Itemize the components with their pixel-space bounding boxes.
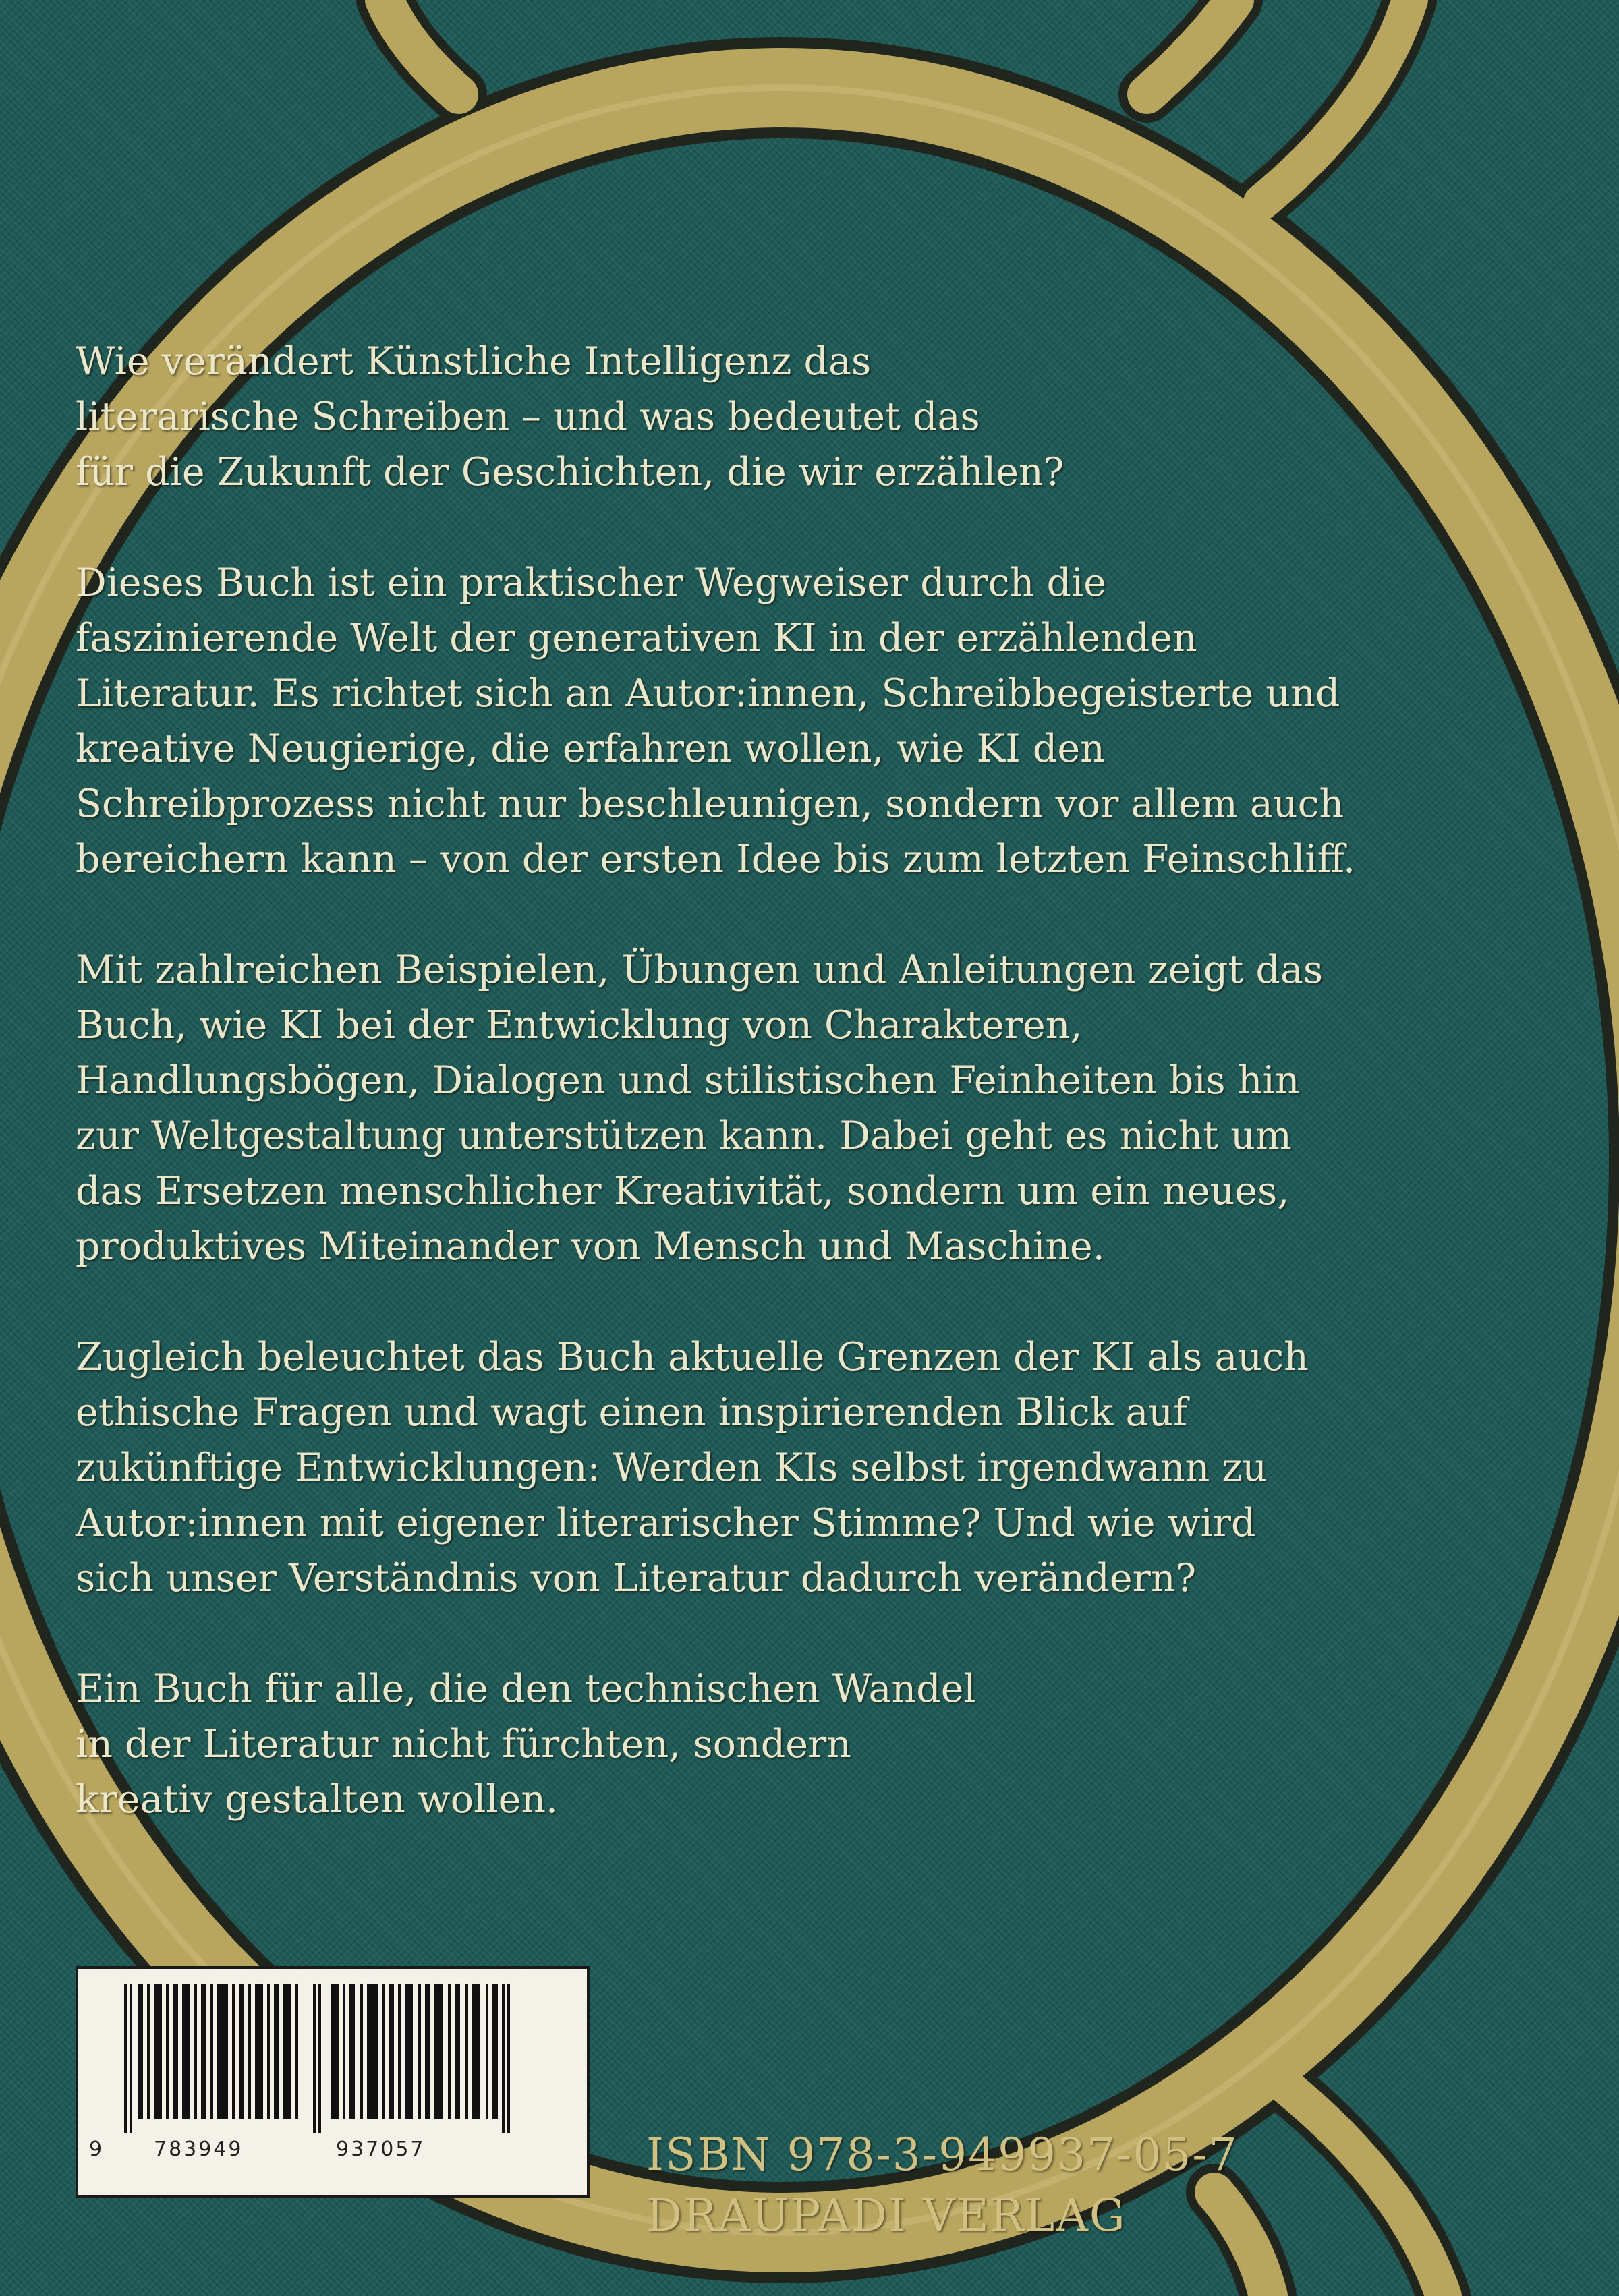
barcode-digits-left: 783949 bbox=[154, 2137, 244, 2161]
barcode-digits-right: 937057 bbox=[336, 2137, 426, 2161]
barcode-bars bbox=[117, 1984, 556, 2133]
isbn-text: ISBN 978-3-949937-05-7 bbox=[646, 2129, 1239, 2181]
barcode-digit-first: 9 bbox=[89, 2137, 105, 2161]
blurb-paragraph-4: Zugleich beleuchtet das Buch aktuelle Grenzen der KI als auch ethische Fragen und wagt einen inspirierenden Blick auf zukünftige Entwicklungen: Werden KIs selbst irgendwann zu Autor:innen mit eigener literarischer Stimme? Und wie wird sich unser Verständnis von Literatur dadurch verändern? bbox=[76, 1335, 1309, 1601]
blurb-paragraph-5: Ein Buch für alle, die den technischen Wandel in der Literatur nicht fürchten, sondern kreativ gestalten wollen. bbox=[76, 1667, 976, 1822]
imprint bbox=[646, 2125, 1253, 2246]
isbn-barcode bbox=[76, 1966, 590, 2198]
blurb-paragraph-1: Wie verändert Künstliche Intelligenz das literarische Schreiben – und was bedeutet das für die Zukunft der Geschichten, die wir erzählen? bbox=[76, 339, 1064, 494]
back-cover-blurb bbox=[76, 334, 1512, 1883]
blurb-paragraph-3: Mit zahlreichen Beispielen, Übungen und Anleitungen zeigt das Buch, wie KI bei der Entwicklung von Charakteren, Handlungsbögen, Dialogen und stilistischen Feinheiten bis hin zur Weltgestaltung unterstützen kann. Dabei geht es nicht um das Ersetzen menschlicher Kreativität, sondern um ein neues, produktives Miteinander von Mensch und Maschine. bbox=[76, 948, 1324, 1269]
blurb-paragraph-2: Dieses Buch ist ein praktischer Wegweiser durch die faszinierende Welt der generativen KI in der erzählenden Literatur. Es richtet sich an Autor:innen, Schreibbegeisterte und kreative Neugierige, die erfahren wollen, wie KI den Schreibprozess nicht nur beschleunigen, sondern vor allem auch bereichern kann – von der ersten Idee bis zum letzten Feinschliff. bbox=[76, 561, 1356, 882]
publisher-name: DRAUPADI VERLAG bbox=[646, 2189, 1127, 2241]
